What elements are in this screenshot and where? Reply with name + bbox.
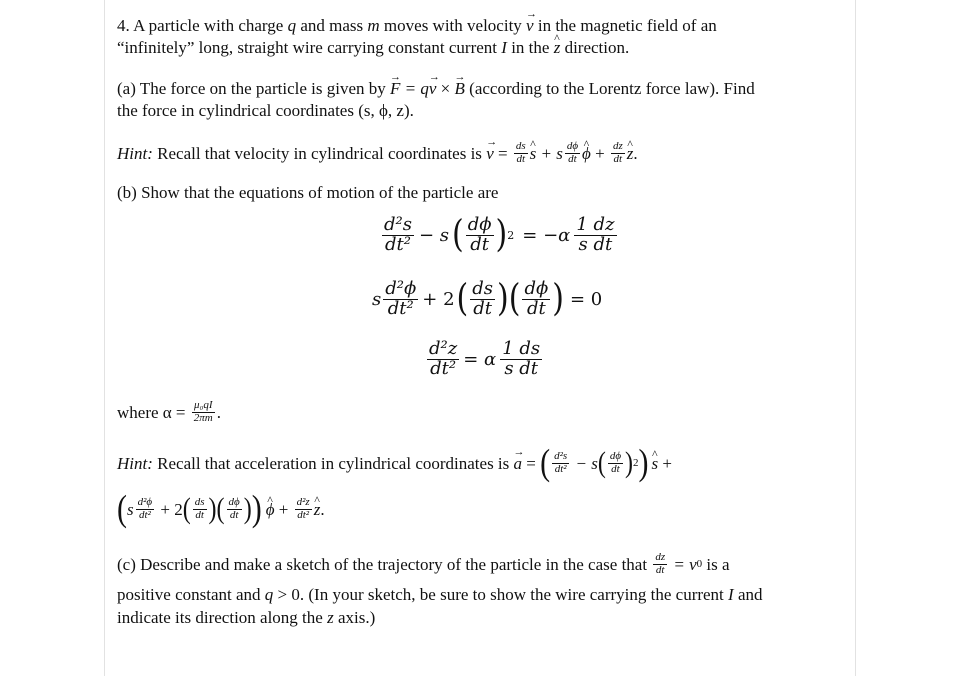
frac-dphi-dt (608, 451, 623, 475)
frac-dz-dt (611, 141, 625, 165)
frac-dphi-dt (565, 141, 580, 165)
var-q: q (264, 585, 274, 604)
var-q: q (287, 16, 297, 35)
frac-d2z-dt2 (295, 497, 312, 521)
paren-open: ( (182, 492, 191, 526)
den: 2πm (193, 411, 213, 424)
part-a-line1 (117, 78, 755, 99)
text: “infinitely” long, straight wire carrying constant current (117, 38, 502, 57)
text: s (372, 288, 382, 310)
text: in the magnetic field of an (533, 16, 717, 35)
problem-intro-line1 (117, 15, 717, 36)
num: dϕ (228, 495, 240, 508)
num: μ₀qI (194, 399, 213, 411)
text: (c) Describe and make a sketch of the trajectory of the particle in the case that (117, 554, 652, 574)
paren-close: ) (495, 212, 508, 257)
paren-close: ) (552, 276, 564, 321)
den: dt (516, 152, 525, 165)
text: + (274, 499, 293, 519)
text: − s (418, 224, 450, 246)
den: dt² (554, 462, 567, 475)
den: dt (229, 508, 239, 521)
den: dt (470, 233, 490, 255)
part-b-hint-line1 (117, 441, 672, 483)
num: d²ϕ (385, 278, 417, 299)
num: dϕ (467, 214, 492, 235)
equation-3 (425, 340, 544, 379)
frac-d2z-dt2 (427, 340, 459, 379)
paren-close: ) (497, 276, 509, 321)
text: = (493, 143, 512, 163)
frac-dphi-dt (227, 497, 242, 521)
den: dt (473, 297, 493, 319)
den: dt (568, 152, 577, 165)
part-b-hint-line2 (117, 487, 325, 529)
frac-d2phi-dt2 (136, 497, 155, 521)
text: direction. (560, 38, 630, 57)
var-z: z (327, 608, 334, 627)
den: dt² (297, 508, 310, 521)
var-B-vector: → B (455, 78, 465, 99)
text: and (733, 585, 763, 604)
num: d²z (296, 495, 310, 508)
part-a-line2: the force in cylindrical coordinates (s, ϕ, z). (117, 101, 414, 120)
part-c-line2 (117, 584, 763, 605)
var-s-hat: ^ s (530, 143, 537, 164)
den: dt (195, 508, 204, 521)
paren-close: ) (625, 446, 634, 480)
alpha-definition (117, 400, 221, 424)
paren-open: ( (452, 212, 464, 257)
text: in the (506, 38, 554, 57)
problem-intro-line2 (117, 37, 629, 58)
den: dt (611, 462, 620, 475)
var-I: I (728, 585, 734, 604)
equation-2 (372, 276, 603, 321)
frac-1ds-sdt (500, 340, 542, 379)
num: 1 ds (502, 338, 541, 359)
den: dt (613, 152, 623, 165)
var-phi-hat: ^ ϕ (266, 499, 275, 520)
num: ds (515, 140, 526, 152)
paren-close: ) (243, 492, 252, 526)
num: dz (612, 140, 623, 152)
text: is a (702, 554, 730, 574)
text: s (127, 499, 134, 519)
part-c-line3 (117, 607, 375, 628)
frac-ds-dt (193, 497, 207, 521)
text: where α = (117, 402, 190, 422)
var-v-vector: → v (429, 78, 437, 99)
den: dt² (138, 508, 151, 521)
paren-open: ( (540, 441, 551, 483)
frac-dphi-dt (522, 280, 550, 319)
paren-open: ( (216, 492, 225, 526)
num: dz (655, 551, 666, 563)
text: − s (571, 453, 598, 473)
frac-d2s-dt2 (552, 451, 569, 475)
text: = q (400, 79, 429, 98)
hint-label: Hint: (117, 143, 153, 163)
paren-open: ( (597, 446, 606, 480)
text: > 0. (In your sketch, be sure to show the wire carrying the current (273, 585, 729, 604)
frac-ds-dt (514, 141, 528, 165)
paren-open: ( (456, 276, 469, 321)
var-I: I (501, 38, 507, 57)
exponent: 2 (507, 228, 515, 242)
part-c-line1 (117, 552, 730, 576)
var-s-hat: ^ s (652, 453, 659, 474)
frac-dz-dt (653, 552, 667, 576)
paren-close: ) (251, 487, 262, 529)
text: Recall that velocity in cylindrical coordinates is (152, 143, 487, 163)
den: s dt (578, 233, 613, 255)
num: dϕ (566, 140, 579, 152)
paren-open: ( (117, 487, 127, 529)
den: dt² (430, 357, 457, 379)
text: (a) The force on the particle is given by (117, 79, 390, 98)
text: . (320, 499, 325, 519)
frac-ds-dt (470, 280, 495, 319)
text: . (216, 402, 221, 422)
var-m: m (367, 16, 380, 35)
paren-close: ) (208, 492, 217, 526)
var-v-vector: → v (526, 15, 534, 36)
text: positive constant and (117, 585, 265, 604)
frac-dphi-dt (466, 216, 494, 255)
text: = v (669, 554, 697, 574)
text: axis.) (333, 608, 376, 627)
frac-alpha (192, 400, 215, 424)
var-z-hat: ^ z (314, 499, 321, 520)
den: dt (526, 297, 546, 319)
text: indicate its direction along the (117, 608, 328, 627)
var-a-vector: → a (514, 453, 523, 474)
var-phi-hat: ^ ϕ (582, 143, 591, 164)
var-z-hat: ^ z (554, 37, 561, 58)
part-a-hint (117, 141, 638, 165)
den: dt² (385, 233, 411, 255)
den: dt (655, 563, 665, 576)
paren-open: ( (508, 276, 521, 321)
text: + (590, 143, 609, 163)
text: + (658, 453, 672, 473)
text: A particle with charge (133, 16, 288, 35)
num: dϕ (609, 449, 622, 462)
equation-1 (380, 212, 619, 257)
text: (according to the Lorentz force law). Find (464, 79, 755, 98)
hint-label: Hint: (117, 453, 153, 473)
var-v-vector: → v (486, 143, 494, 164)
text: moves with velocity (379, 16, 527, 35)
text: Recall that acceleration in cylindrical coordinates is (152, 453, 514, 473)
text: and mass (296, 16, 368, 35)
den: dt² (387, 297, 414, 319)
frac-1dz-sdt (574, 216, 616, 255)
problem-number: 4. (117, 16, 130, 35)
part-b-intro: (b) Show that the equations of motion of the particle are (117, 183, 499, 202)
num: d²s (384, 214, 412, 235)
num: ds (472, 278, 494, 299)
text: . (633, 143, 638, 163)
frac-d2phi-dt2 (383, 280, 418, 319)
text: + 2 (156, 499, 183, 519)
num: d²s (554, 449, 568, 462)
text: = −α (522, 224, 571, 246)
text: + 2 (422, 288, 455, 310)
text: = 0 (569, 288, 603, 310)
text: = (522, 453, 541, 473)
text: + s (536, 143, 563, 163)
frac-d2s-dt2 (382, 216, 414, 255)
num: ds (194, 495, 205, 508)
num: 1 dz (576, 214, 615, 235)
num: d²ϕ (137, 495, 153, 508)
paren-close: ) (638, 441, 649, 483)
subscript: 0 (696, 557, 703, 570)
var-F-vector: → F (390, 78, 400, 99)
text: × (436, 79, 455, 98)
var-z-hat: ^ z (627, 143, 634, 164)
num: dϕ (524, 278, 549, 299)
den: s dt (504, 357, 539, 379)
text: = α (463, 348, 497, 370)
num: d²z (429, 338, 458, 359)
exponent: 2 (633, 456, 639, 469)
